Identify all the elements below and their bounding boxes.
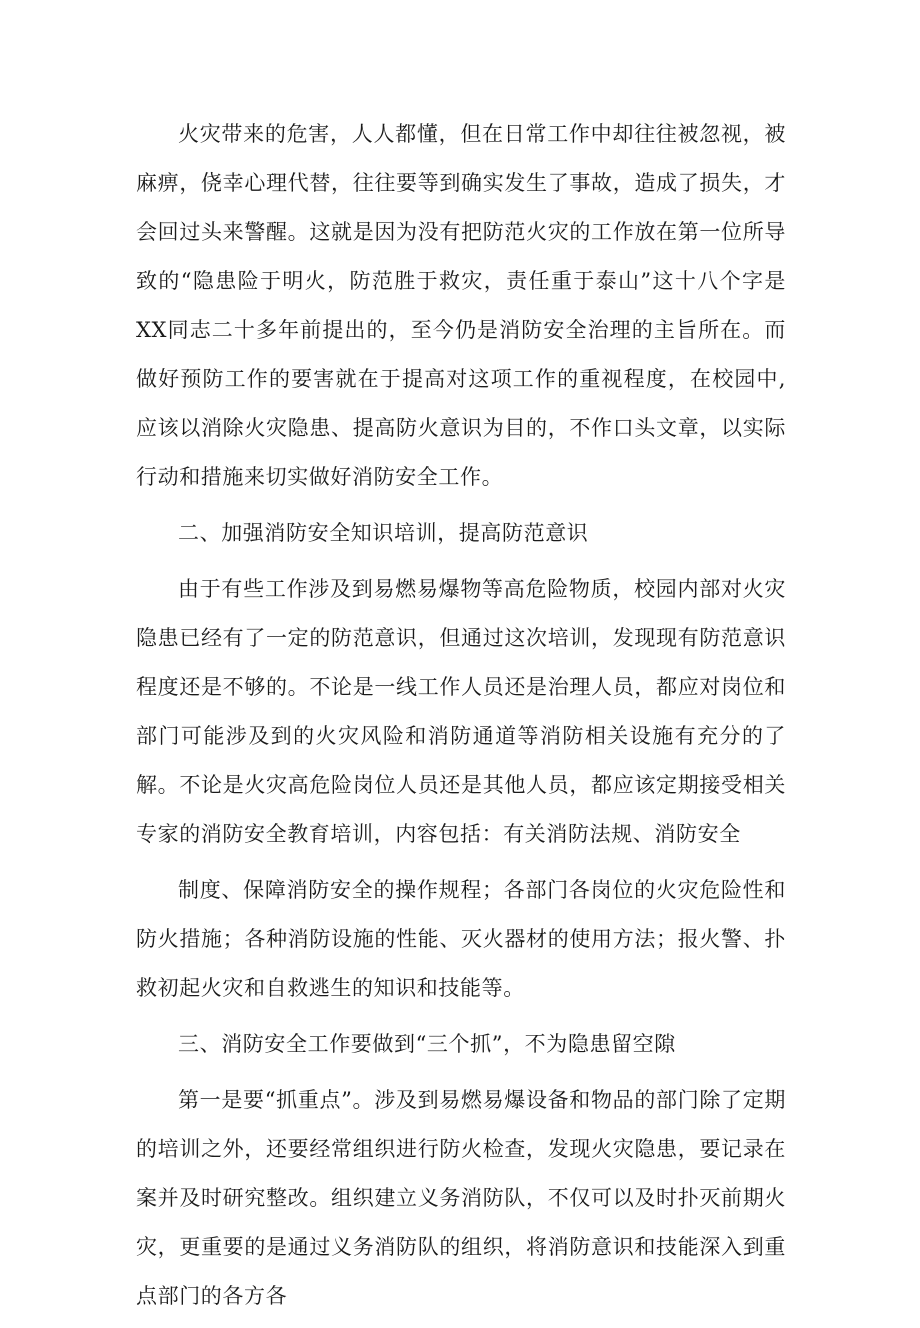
paragraph-fire-hazards: 火灾带来的危害，人人都懂，但在日常工作中却往往被忽视，被麻痹，侥幸心理代替，往往要等到确实发生了事故，造成了损失，才会回过头来警醒。这就是因为没有把防范火灾的工作放在第一位所导致的“隐患险于明火，防范胜于救灾，责任重于泰山”这十八个字是XX同志二十多年前提出的，至今仍是消防安全治理的主旨所在。而做好预防工作的要害就在于提高对这项工作的重视程度，在校园中,应该以消除火灾隐患、提高防火意识为目的，不作口头文章，以实际行动和措施来切实做好消防安全工作。 — [136, 122, 786, 489]
section-heading-2: 二、加强消防安全知识培训，提高防范意识 — [178, 521, 589, 545]
document-body — [136, 110, 786, 1328]
paragraph-training-content: 制度、保障消防安全的操作规程；各部门各岗位的火灾危险性和防火措施；各种消防设施的性能、灭火器材的使用方法；报火警、扑救初起火灾和自救逃生的知识和技能等。 — [136, 878, 786, 1000]
paragraph-training: 由于有些工作涉及到易燃易爆物等高危险物质，校园内部对火灾隐患已经有了一定的防范意识，但通过这次培训，发现现有防范意识程度还是不够的。不论是一线工作人员还是治理人员，都应对岗位和部门可能涉及到的火灾风险和消防通道等消防相关设施有充分的了解。不论是火灾高危险岗位人员还是其他人员，都应该定期接受相关专家的消防安全教育培训，内容包括：有关消防法规、消防安全 — [136, 577, 786, 846]
section-heading-3: 三、消防安全工作要做到“三个抓”，不为隐患留空隙 — [178, 1032, 676, 1056]
paragraph-key-points: 第一是要“抓重点”。涉及到易燃易爆设备和物品的部门除了定期的培训之外，还要经常组织进行防火检查，发现火灾隐患，要记录在案并及时研究整改。组织建立义务消防队，不仅可以及时扑灭前期火灾，更重要的是通过义务消防队的组织，将消防意识和技能深入到重点部门的各方各 — [136, 1088, 786, 1308]
